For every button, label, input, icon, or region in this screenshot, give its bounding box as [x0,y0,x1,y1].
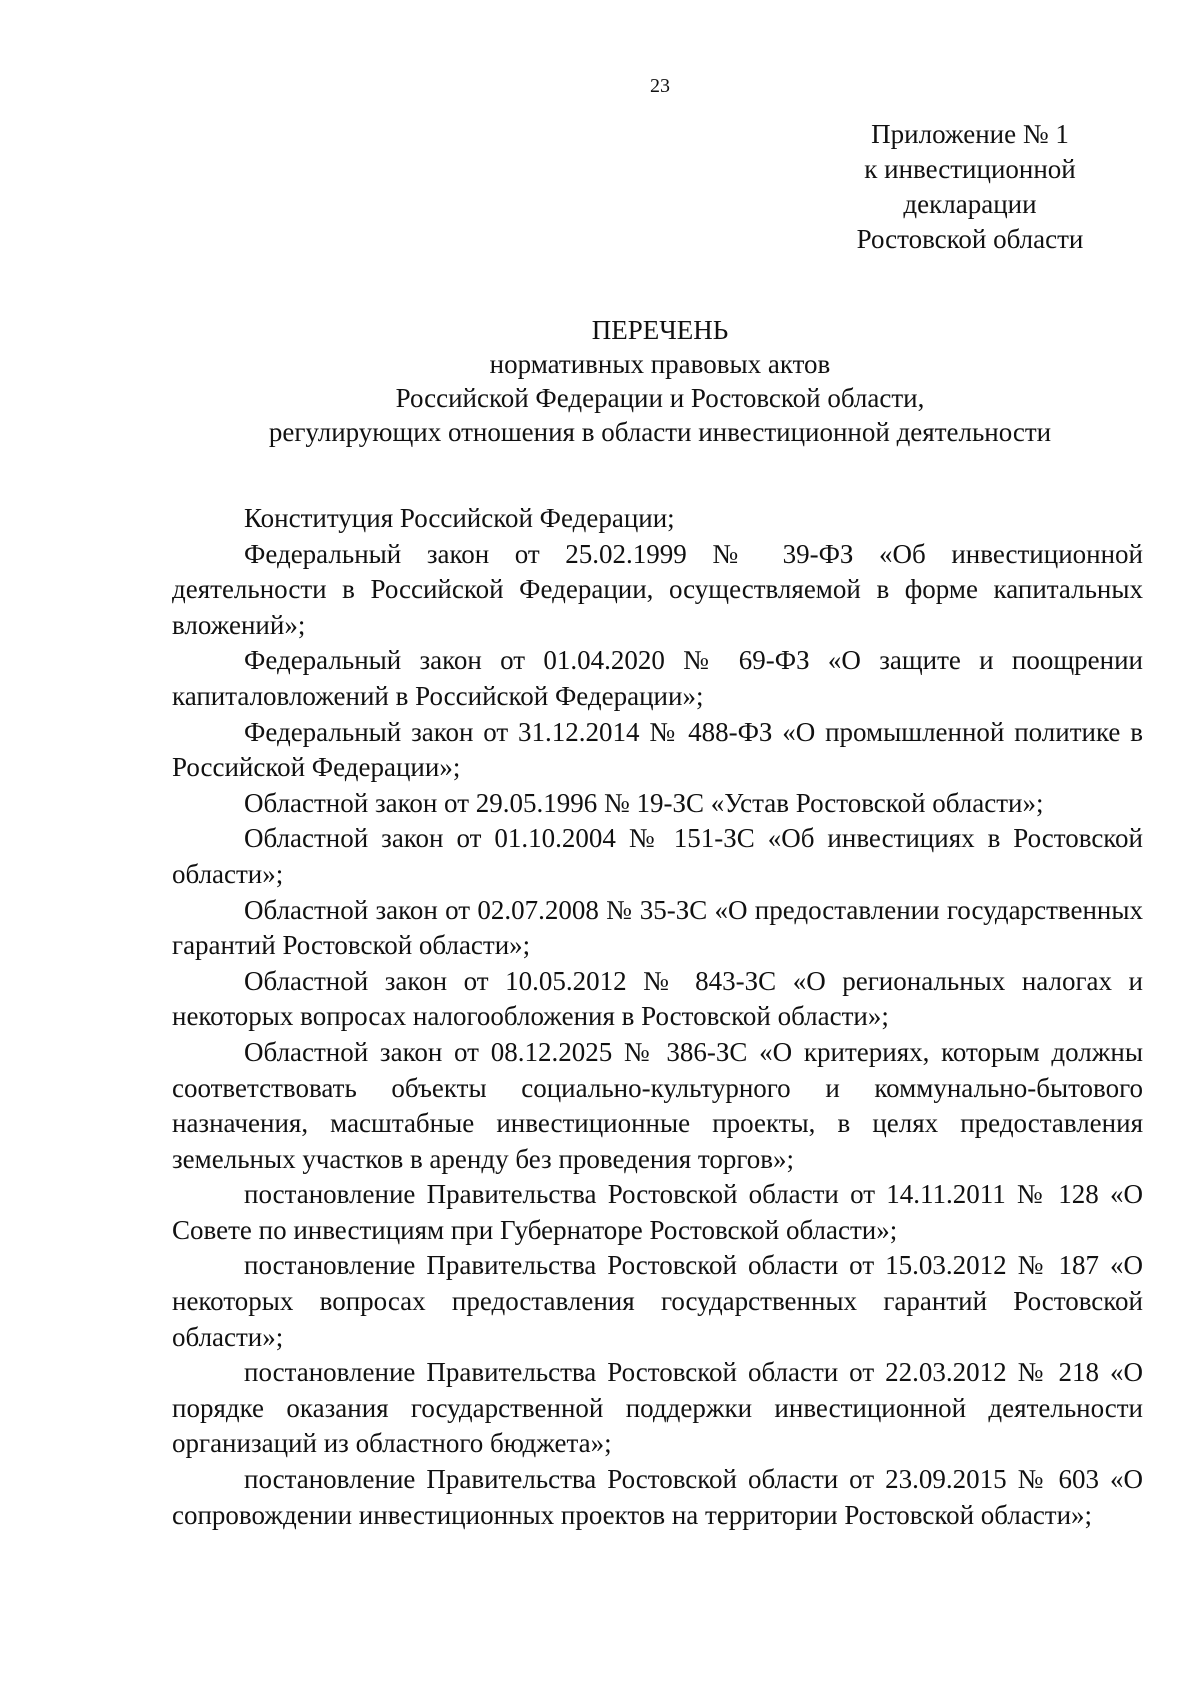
list-item: Конституция Российской Федерации; [244,503,675,533]
title-heading: ПЕРЕЧЕНЬ [591,315,729,345]
page-number: 23 [650,75,670,97]
appendix-line: Ростовской области [856,224,1084,254]
list-item: постановление Правительства Ростовской области от 15.03.2012 № 187 «О некоторых вопросах предоставления государственных гарантий Ростовской области»; [172,1250,1143,1352]
list-item: постановление Правительства Ростовской области от 14.11.2011 № 128 «О Совете по инвестициям при Губернаторе Ростовской области»; [172,1179,1143,1245]
list-item: Федеральный закон от 31.12.2014 № 488-ФЗ «О промышленной политике в Российской Федерации»; [172,716,1143,783]
appendix-line: Приложение № 1 [871,119,1069,149]
list-item: Областной закон от 29.05.1996 № 19-ЗС «Устав Ростовской области»; [244,787,1044,818]
title-line: Российской Федерации и Ростовской области, [395,383,925,413]
title-line: нормативных правовых актов [489,349,831,379]
list-item: Федеральный закон от 01.04.2020 № 69-ФЗ «О защите и поощрении капиталовложений в Российской Федерации»; [172,645,1143,711]
appendix-line: к инвестиционной [864,154,1076,184]
list-item: Областной закон от 08.12.2025 № 386-ЗС «О критериях, которым должны соответствовать объекты социально-культурного и коммунально-бытового назначения, масштабные инвестиционные проекты, в целях предоставления земельных участков в аренду без проведения торгов»; [172,1036,1143,1174]
acts-list [172,501,1143,1533]
appendix-line: декларации [903,189,1037,219]
list-item: Областной закон от 10.05.2012 № 843-ЗС «О региональных налогах и некоторых вопросах налогообложения в Ростовской области»; [172,965,1143,1032]
list-item: Федеральный закон от 25.02.1999 № 39-ФЗ «Об инвестиционной деятельности в Российской Федерации, осуществляемой в форме капитальных вложений»; [172,538,1143,640]
list-item: постановление Правительства Ростовской области от 22.03.2012 № 218 «О порядке оказания государственной поддержки инвестиционной деятельности организаций из областного бюджета»; [172,1357,1143,1459]
title-line: регулирующих отношения в области инвестиционной деятельности [268,417,1052,447]
appendix-block [820,117,1120,257]
list-item: постановление Правительства Ростовской области от 23.09.2015 № 603 «О сопровождении инвестиционных проектов на территории Ростовской области»; [172,1464,1143,1530]
list-item: Областной закон от 02.07.2008 № 35-ЗС «О предоставлении государственных гарантий Ростовской области»; [172,894,1143,961]
document-title [170,313,1150,449]
list-item: Областной закон от 01.10.2004 № 151-ЗС «Об инвестициях в Ростовской области»; [172,823,1143,889]
